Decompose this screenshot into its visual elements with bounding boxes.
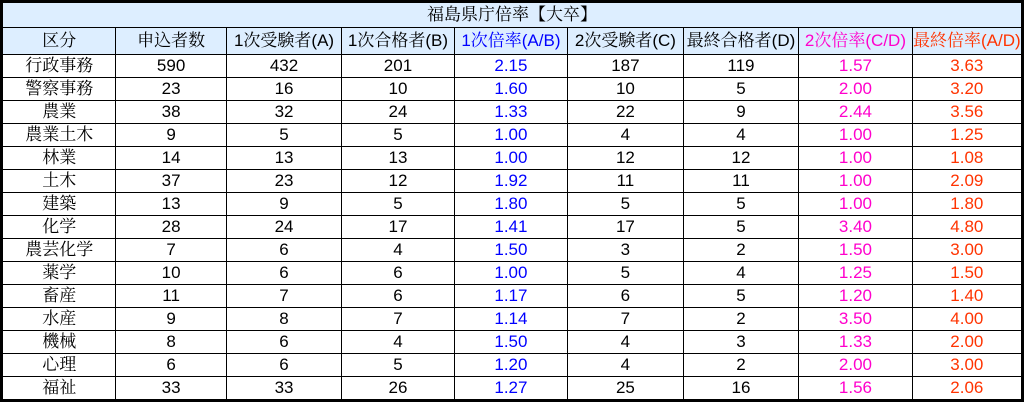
cell-first-pass: 5 <box>342 354 454 377</box>
cell-applicants: 37 <box>116 170 226 193</box>
cell-applicants: 11 <box>116 285 226 308</box>
table-row <box>3 216 1022 239</box>
table-row <box>3 239 1022 262</box>
cell-second-exam: 4 <box>568 124 684 147</box>
cell-first-pass: 17 <box>342 216 454 239</box>
cell-category: 農業 <box>3 101 116 124</box>
cell-first-ratio: 1.14 <box>454 308 567 331</box>
cell-second-exam: 5 <box>568 193 684 216</box>
cell-final-pass: 2 <box>683 308 799 331</box>
cell-first-exam: 16 <box>226 78 342 101</box>
cell-category: 水産 <box>3 308 116 331</box>
cell-applicants: 14 <box>116 147 226 170</box>
cell-second-exam: 3 <box>568 239 684 262</box>
header-row <box>3 28 1022 55</box>
cell-first-exam: 23 <box>226 170 342 193</box>
cell-first-pass: 24 <box>342 101 454 124</box>
cell-second-ratio: 1.50 <box>799 239 912 262</box>
cell-applicants: 28 <box>116 216 226 239</box>
cell-first-ratio: 1.60 <box>454 78 567 101</box>
cell-first-pass: 4 <box>342 331 454 354</box>
cell-second-ratio: 1.00 <box>799 124 912 147</box>
column-header-applicants: 申込者数 <box>116 28 226 55</box>
cell-second-ratio: 1.20 <box>799 285 912 308</box>
cell-first-pass: 5 <box>342 124 454 147</box>
cell-applicants: 38 <box>116 101 226 124</box>
cell-second-ratio: 1.00 <box>799 170 912 193</box>
cell-first-exam: 24 <box>226 216 342 239</box>
title-row <box>3 3 1022 28</box>
cell-applicants: 13 <box>116 193 226 216</box>
cell-final-ratio: 2.00 <box>912 331 1021 354</box>
cell-final-ratio: 1.80 <box>912 193 1021 216</box>
cell-final-ratio: 1.50 <box>912 262 1021 285</box>
cell-final-ratio: 1.25 <box>912 124 1021 147</box>
cell-applicants: 23 <box>116 78 226 101</box>
table-row <box>3 170 1022 193</box>
cell-final-ratio: 4.80 <box>912 216 1021 239</box>
cell-first-pass: 4 <box>342 239 454 262</box>
cell-final-ratio: 3.00 <box>912 239 1021 262</box>
cell-category: 福祉 <box>3 377 116 400</box>
cell-category: 心理 <box>3 354 116 377</box>
cell-second-exam: 17 <box>568 216 684 239</box>
cell-final-pass: 2 <box>683 239 799 262</box>
cell-final-pass: 2 <box>683 354 799 377</box>
cell-category: 警察事務 <box>3 78 116 101</box>
cell-applicants: 8 <box>116 331 226 354</box>
cell-final-pass: 4 <box>683 124 799 147</box>
cell-first-pass: 26 <box>342 377 454 400</box>
cell-first-ratio: 1.92 <box>454 170 567 193</box>
cell-final-ratio: 1.08 <box>912 147 1021 170</box>
table-row <box>3 285 1022 308</box>
cell-applicants: 33 <box>116 377 226 400</box>
cell-first-ratio: 1.17 <box>454 285 567 308</box>
cell-second-ratio: 2.44 <box>799 101 912 124</box>
cell-category: 林業 <box>3 147 116 170</box>
table-row <box>3 147 1022 170</box>
column-header-second-ratio: 2次倍率(C/D) <box>799 28 912 55</box>
table-row <box>3 78 1022 101</box>
cell-first-pass: 201 <box>342 55 454 78</box>
cell-first-exam: 8 <box>226 308 342 331</box>
cell-category: 畜産 <box>3 285 116 308</box>
cell-second-ratio: 1.57 <box>799 55 912 78</box>
cell-second-ratio: 2.00 <box>799 354 912 377</box>
column-header-first-ratio: 1次倍率(A/B) <box>454 28 567 55</box>
cell-second-exam: 187 <box>568 55 684 78</box>
cell-first-exam: 432 <box>226 55 342 78</box>
cell-applicants: 9 <box>116 124 226 147</box>
cell-category: 土木 <box>3 170 116 193</box>
cell-first-ratio: 1.50 <box>454 331 567 354</box>
table-row <box>3 308 1022 331</box>
cell-first-ratio: 1.80 <box>454 193 567 216</box>
cell-category: 建築 <box>3 193 116 216</box>
cell-first-exam: 6 <box>226 354 342 377</box>
cell-final-pass: 9 <box>683 101 799 124</box>
cell-second-exam: 4 <box>568 331 684 354</box>
cell-second-exam: 22 <box>568 101 684 124</box>
cell-second-ratio: 2.00 <box>799 78 912 101</box>
cell-final-pass: 5 <box>683 216 799 239</box>
cell-second-ratio: 3.50 <box>799 308 912 331</box>
cell-second-exam: 6 <box>568 285 684 308</box>
page-title: 福島県庁倍率【大卒】 <box>3 3 1022 28</box>
cell-category: 農芸化学 <box>3 239 116 262</box>
cell-final-pass: 4 <box>683 262 799 285</box>
column-header-final-pass: 最終合格者(D) <box>683 28 799 55</box>
column-header-final-ratio: 最終倍率(A/D) <box>912 28 1021 55</box>
cell-final-ratio: 2.06 <box>912 377 1021 400</box>
cell-first-pass: 6 <box>342 262 454 285</box>
cell-final-pass: 16 <box>683 377 799 400</box>
cell-second-ratio: 1.00 <box>799 147 912 170</box>
cell-first-exam: 7 <box>226 285 342 308</box>
cell-first-ratio: 1.00 <box>454 262 567 285</box>
cell-applicants: 590 <box>116 55 226 78</box>
cell-first-pass: 13 <box>342 147 454 170</box>
cell-second-exam: 11 <box>568 170 684 193</box>
cell-final-ratio: 2.09 <box>912 170 1021 193</box>
cell-first-pass: 5 <box>342 193 454 216</box>
cell-first-ratio: 2.15 <box>454 55 567 78</box>
cell-final-ratio: 3.20 <box>912 78 1021 101</box>
cell-first-pass: 10 <box>342 78 454 101</box>
column-header-first-pass: 1次合格者(B) <box>342 28 454 55</box>
cell-second-exam: 10 <box>568 78 684 101</box>
cell-second-exam: 7 <box>568 308 684 331</box>
cell-second-ratio: 1.33 <box>799 331 912 354</box>
cell-final-pass: 11 <box>683 170 799 193</box>
cell-category: 薬学 <box>3 262 116 285</box>
cell-first-ratio: 1.20 <box>454 354 567 377</box>
cell-first-ratio: 1.27 <box>454 377 567 400</box>
cell-second-ratio: 1.00 <box>799 193 912 216</box>
cell-final-ratio: 1.40 <box>912 285 1021 308</box>
cell-applicants: 10 <box>116 262 226 285</box>
cell-final-ratio: 3.00 <box>912 354 1021 377</box>
table-body <box>3 55 1022 400</box>
cell-final-ratio: 3.56 <box>912 101 1021 124</box>
table-row <box>3 262 1022 285</box>
cell-second-exam: 12 <box>568 147 684 170</box>
table-row <box>3 354 1022 377</box>
cell-applicants: 7 <box>116 239 226 262</box>
table-row <box>3 55 1022 78</box>
cell-applicants: 6 <box>116 354 226 377</box>
cell-second-ratio: 1.25 <box>799 262 912 285</box>
cell-final-ratio: 3.63 <box>912 55 1021 78</box>
cell-category: 機械 <box>3 331 116 354</box>
column-header-first-exam: 1次受験者(A) <box>226 28 342 55</box>
cell-category: 農業土木 <box>3 124 116 147</box>
table-row <box>3 193 1022 216</box>
cell-second-exam: 5 <box>568 262 684 285</box>
cell-first-ratio: 1.41 <box>454 216 567 239</box>
cell-category: 行政事務 <box>3 55 116 78</box>
cell-first-pass: 6 <box>342 285 454 308</box>
cell-first-exam: 5 <box>226 124 342 147</box>
cell-second-exam: 4 <box>568 354 684 377</box>
cell-applicants: 9 <box>116 308 226 331</box>
column-header-category: 区分 <box>3 28 116 55</box>
cell-first-pass: 12 <box>342 170 454 193</box>
cell-first-ratio: 1.00 <box>454 147 567 170</box>
column-header-second-exam: 2次受験者(C) <box>568 28 684 55</box>
cell-first-exam: 6 <box>226 331 342 354</box>
cell-first-exam: 6 <box>226 239 342 262</box>
ratio-table <box>2 2 1022 400</box>
cell-category: 化学 <box>3 216 116 239</box>
cell-first-exam: 9 <box>226 193 342 216</box>
cell-final-ratio: 4.00 <box>912 308 1021 331</box>
cell-first-pass: 7 <box>342 308 454 331</box>
cell-final-pass: 5 <box>683 193 799 216</box>
cell-first-exam: 13 <box>226 147 342 170</box>
cell-first-ratio: 1.00 <box>454 124 567 147</box>
cell-final-pass: 3 <box>683 331 799 354</box>
cell-first-exam: 33 <box>226 377 342 400</box>
table-row <box>3 377 1022 400</box>
cell-second-ratio: 3.40 <box>799 216 912 239</box>
cell-final-pass: 119 <box>683 55 799 78</box>
cell-final-pass: 5 <box>683 285 799 308</box>
cell-second-exam: 25 <box>568 377 684 400</box>
cell-final-pass: 5 <box>683 78 799 101</box>
table-row <box>3 331 1022 354</box>
cell-final-pass: 12 <box>683 147 799 170</box>
cell-first-exam: 32 <box>226 101 342 124</box>
table-row <box>3 101 1022 124</box>
table-row <box>3 124 1022 147</box>
cell-first-ratio: 1.33 <box>454 101 567 124</box>
cell-first-exam: 6 <box>226 262 342 285</box>
cell-first-ratio: 1.50 <box>454 239 567 262</box>
table-head <box>3 3 1022 55</box>
cell-second-ratio: 1.56 <box>799 377 912 400</box>
